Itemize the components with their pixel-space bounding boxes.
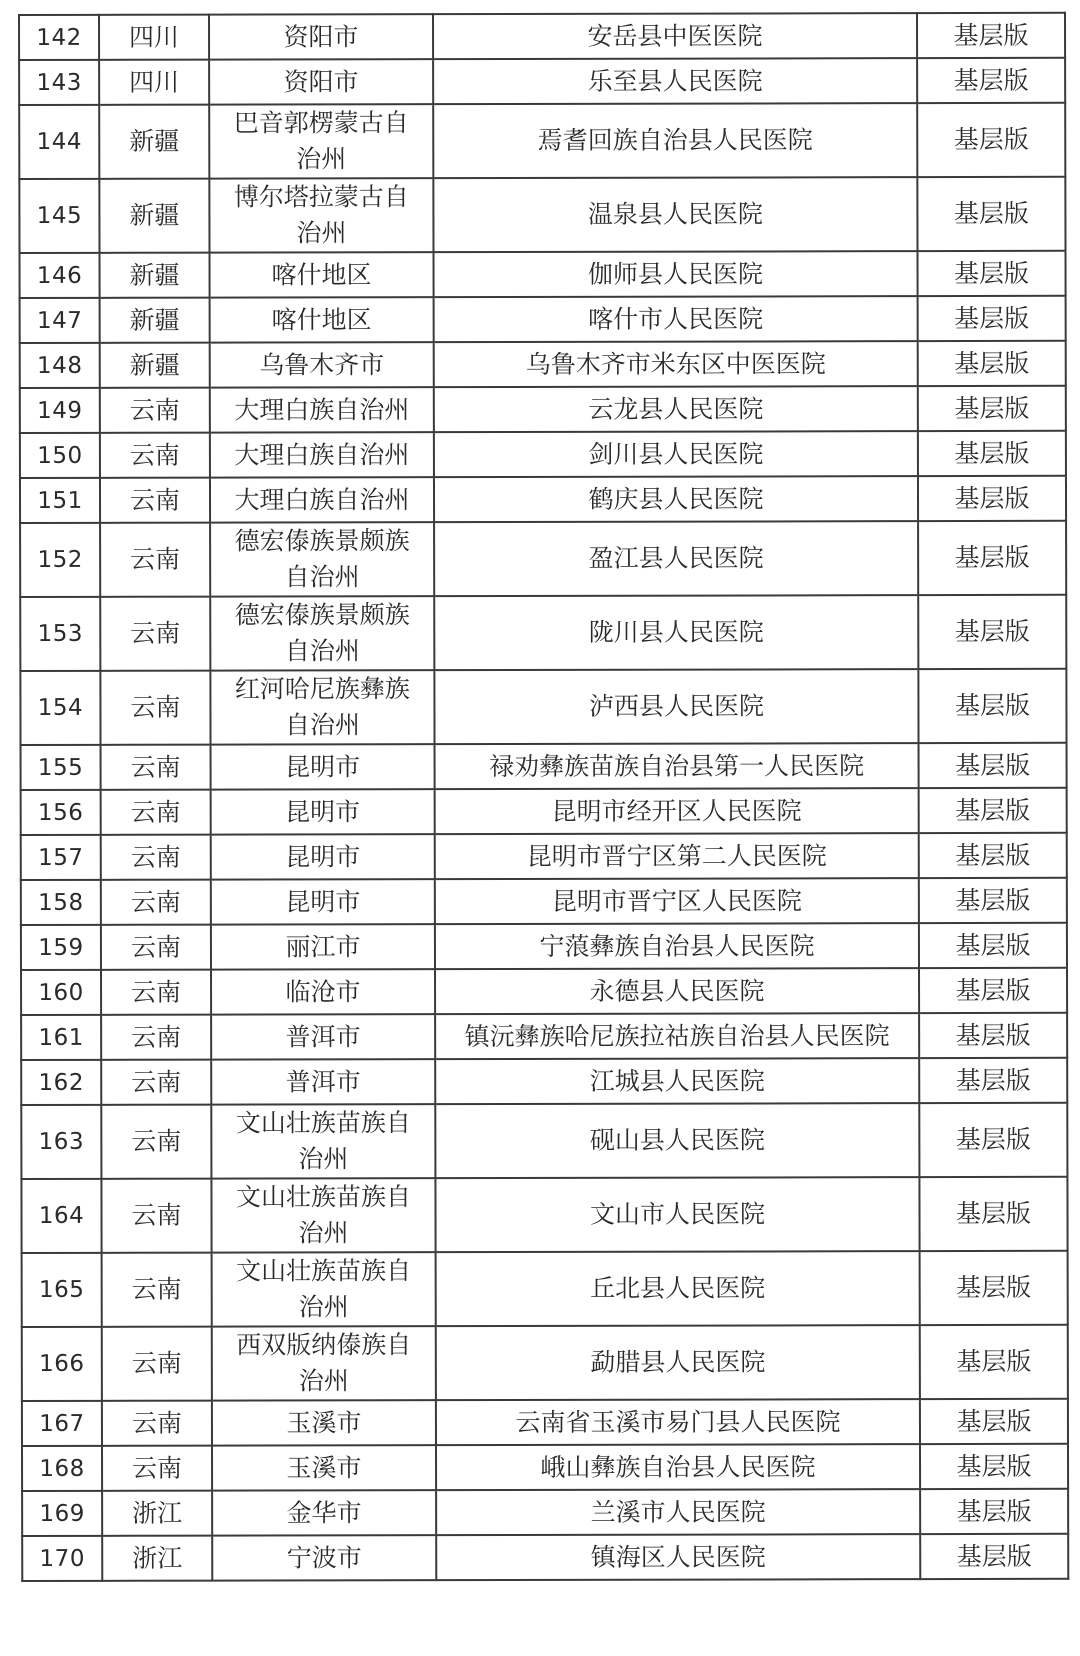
version-cell: 基层版	[918, 521, 1066, 595]
table-row	[20, 296, 1066, 343]
city-cell	[211, 744, 435, 789]
city-line: 大理白族自治州	[234, 394, 410, 425]
version-cell: 基层版	[920, 1444, 1068, 1489]
version-cell: 基层版	[918, 341, 1066, 386]
row-number: 165	[22, 1253, 102, 1327]
table-row	[19, 13, 1065, 60]
city-line: 治州	[296, 218, 347, 248]
table-row	[20, 669, 1066, 745]
row-number: 163	[21, 1105, 101, 1179]
city-line: 临沧市	[285, 976, 361, 1006]
row-number: 160	[21, 970, 101, 1015]
city-line: 玉溪市	[286, 1407, 362, 1437]
city-line: 喀什地区	[271, 259, 372, 289]
version-cell: 基层版	[918, 296, 1066, 341]
version-cell: 基层版	[919, 743, 1067, 788]
province-cell: 云南	[100, 671, 210, 745]
hospital-cell: 盈江县人民医院	[434, 521, 918, 596]
table-row	[19, 177, 1065, 253]
hospital-cell: 云南省玉溪市易门县人民医院	[436, 1399, 920, 1445]
city-line: 德宏傣族景颇族	[234, 600, 410, 630]
hospital-cell: 砚山县人民医院	[435, 1103, 919, 1178]
row-number: 148	[20, 343, 100, 388]
hospital-cell: 永德县人民医院	[435, 968, 919, 1014]
city-line: 昆明市	[285, 886, 361, 916]
version-cell: 基层版	[919, 788, 1067, 833]
version-cell: 基层版	[918, 669, 1066, 743]
hospital-cell: 伽师县人民医院	[433, 251, 917, 297]
city-line: 治州	[296, 144, 347, 174]
city-line: 昆明市	[285, 751, 361, 781]
hospital-cell: 乌鲁木齐市米东区中医医院	[434, 341, 918, 387]
city-line: 治州	[298, 1366, 349, 1396]
city-line: 普洱市	[285, 1021, 361, 1051]
city-cell	[212, 1445, 436, 1490]
version-cell: 基层版	[920, 1534, 1068, 1579]
table-row	[19, 103, 1065, 179]
province-cell: 云南	[101, 1015, 211, 1060]
province-cell: 云南	[102, 1446, 212, 1491]
version-cell: 基层版	[920, 1489, 1068, 1534]
hospital-cell: 安岳县中医医院	[433, 13, 917, 59]
version-cell: 基层版	[920, 1325, 1068, 1399]
row-number: 156	[21, 790, 101, 835]
city-cell	[211, 1014, 435, 1059]
city-line: 治州	[298, 1144, 349, 1174]
version-cell: 基层版	[918, 386, 1066, 431]
version-cell: 基层版	[918, 476, 1066, 521]
city-line: 西双版纳傣族自	[236, 1330, 412, 1360]
city-cell	[209, 59, 433, 104]
province-cell: 云南	[101, 880, 211, 925]
row-number: 152	[20, 523, 100, 597]
hospital-cell: 泸西县人民医院	[434, 669, 918, 744]
province-cell: 云南	[102, 1327, 212, 1401]
row-number: 146	[20, 253, 100, 298]
city-line: 喀什地区	[271, 304, 372, 334]
city-line: 丽江市	[285, 931, 361, 961]
hospital-cell: 昆明市经开区人民医院	[435, 788, 919, 834]
row-number: 142	[19, 15, 99, 60]
province-cell: 浙江	[102, 1491, 212, 1536]
table-row	[22, 1251, 1068, 1327]
city-line: 治州	[298, 1218, 349, 1248]
province-cell: 新疆	[99, 105, 209, 179]
city-cell	[210, 432, 434, 477]
table-row	[21, 968, 1067, 1015]
table-row	[21, 1177, 1067, 1253]
province-cell: 云南	[101, 745, 211, 790]
province-cell: 新疆	[100, 298, 210, 343]
row-number: 169	[22, 1491, 102, 1536]
province-cell: 云南	[100, 388, 210, 433]
table-body	[19, 13, 1068, 1581]
province-cell: 四川	[99, 15, 209, 60]
city-cell	[211, 1104, 435, 1178]
hospital-cell: 陇川县人民医院	[434, 595, 918, 670]
version-cell: 基层版	[919, 1177, 1067, 1251]
hospital-cell: 乐至县人民医院	[433, 58, 917, 104]
city-line: 巴音郭楞蒙古自	[233, 108, 409, 138]
table-row	[21, 1103, 1067, 1179]
row-number: 159	[21, 925, 101, 970]
province-cell: 云南	[101, 1105, 211, 1179]
row-number: 145	[19, 179, 99, 253]
city-cell	[212, 1326, 436, 1400]
city-line: 玉溪市	[286, 1452, 362, 1482]
hospital-cell: 云龙县人民医院	[434, 386, 918, 432]
province-cell: 浙江	[102, 1536, 212, 1581]
version-cell: 基层版	[917, 58, 1065, 103]
city-cell	[211, 879, 435, 924]
hospital-cell: 昆明市晋宁区第二人民医院	[435, 833, 919, 879]
province-cell: 云南	[101, 790, 211, 835]
city-cell	[211, 1178, 435, 1252]
version-cell: 基层版	[919, 1013, 1067, 1058]
province-cell: 云南	[101, 970, 211, 1015]
city-line: 治州	[298, 1292, 349, 1322]
city-line: 德宏傣族景颇族	[234, 526, 410, 556]
version-cell: 基层版	[920, 1251, 1068, 1325]
table-row	[20, 476, 1066, 523]
table-row	[20, 341, 1066, 388]
hospital-cell: 焉耆回族自治县人民医院	[433, 103, 917, 178]
city-cell	[211, 1059, 435, 1104]
city-cell	[209, 104, 433, 178]
table-row	[22, 1534, 1068, 1581]
table-row	[21, 1058, 1067, 1105]
table-row	[21, 878, 1067, 925]
city-line: 文山壮族苗族自	[235, 1182, 412, 1212]
province-cell: 云南	[101, 1060, 211, 1105]
version-cell: 基层版	[918, 595, 1066, 669]
city-line: 普洱市	[285, 1066, 361, 1096]
city-cell	[210, 477, 434, 522]
hospital-cell: 峨山彝族自治县人民医院	[436, 1444, 920, 1490]
city-cell	[212, 1400, 436, 1445]
city-cell	[212, 1535, 436, 1580]
province-cell: 云南	[101, 835, 211, 880]
province-cell: 云南	[101, 925, 211, 970]
city-cell	[210, 596, 434, 670]
city-cell	[210, 297, 434, 342]
hospital-cell: 温泉县人民医院	[433, 177, 917, 252]
table-row	[22, 1399, 1068, 1446]
version-cell: 基层版	[920, 1399, 1068, 1444]
province-cell: 云南	[100, 523, 210, 597]
row-number: 161	[21, 1015, 101, 1060]
version-cell: 基层版	[919, 923, 1067, 968]
version-cell: 基层版	[919, 968, 1067, 1013]
city-cell	[210, 342, 434, 387]
city-cell	[211, 789, 435, 834]
table-row	[21, 923, 1067, 970]
row-number: 144	[19, 105, 99, 179]
hospital-cell: 昆明市晋宁区人民医院	[435, 878, 919, 924]
document-page	[18, 12, 1067, 1582]
version-cell: 基层版	[919, 833, 1067, 878]
province-cell: 云南	[102, 1253, 212, 1327]
province-cell: 云南	[100, 433, 210, 478]
city-cell	[211, 969, 435, 1014]
city-cell	[210, 252, 434, 297]
version-cell: 基层版	[917, 103, 1065, 177]
version-cell: 基层版	[917, 13, 1065, 58]
city-line: 红河哈尼族彝族	[234, 674, 410, 704]
table-row	[21, 1013, 1067, 1060]
hospital-cell: 文山市人民医院	[435, 1177, 919, 1252]
province-cell: 新疆	[100, 343, 210, 388]
version-cell: 基层版	[918, 431, 1066, 476]
row-number: 151	[20, 478, 100, 523]
table-row	[22, 1325, 1068, 1401]
table-row	[22, 1444, 1068, 1491]
row-number: 167	[22, 1401, 102, 1446]
city-cell	[210, 387, 434, 432]
city-cell	[210, 522, 434, 596]
hospital-cell: 勐腊县人民医院	[436, 1325, 920, 1400]
table-row	[20, 386, 1066, 433]
province-cell: 四川	[99, 60, 209, 105]
version-cell: 基层版	[917, 251, 1065, 296]
hospital-cell: 喀什市人民医院	[434, 296, 918, 342]
hospital-cell: 鹤庆县人民医院	[434, 476, 918, 522]
table-row	[20, 595, 1066, 671]
city-line: 乌鲁木齐市	[259, 349, 385, 379]
row-number: 155	[21, 745, 101, 790]
city-line: 博尔塔拉蒙古自	[233, 182, 409, 212]
province-cell: 新疆	[99, 179, 209, 253]
row-number: 149	[20, 388, 100, 433]
city-cell	[209, 14, 433, 59]
province-cell: 新疆	[100, 253, 210, 298]
table-row	[20, 251, 1066, 298]
hospital-cell: 镇沅彝族哈尼族拉祜族自治县人民医院	[435, 1013, 919, 1059]
province-cell: 云南	[100, 597, 210, 671]
city-line: 昆明市	[285, 796, 361, 826]
city-cell	[212, 1490, 436, 1535]
row-number: 147	[20, 298, 100, 343]
row-number: 154	[20, 671, 100, 745]
province-cell: 云南	[100, 478, 210, 523]
hospital-list-table	[18, 12, 1069, 1582]
table-row	[21, 788, 1067, 835]
city-line: 大理白族自治州	[234, 484, 410, 515]
row-number: 162	[21, 1060, 101, 1105]
province-cell: 云南	[101, 1179, 211, 1253]
city-line: 资阳市	[283, 66, 359, 96]
table-row	[21, 833, 1067, 880]
table-row	[19, 58, 1065, 105]
table-row	[22, 1489, 1068, 1536]
city-line: 宁波市	[286, 1542, 362, 1572]
city-line: 自治州	[284, 710, 361, 740]
city-cell	[211, 834, 435, 879]
hospital-cell: 禄劝彝族苗族自治县第一人民医院	[435, 743, 919, 789]
row-number: 158	[21, 880, 101, 925]
city-line: 大理白族自治州	[234, 439, 410, 470]
city-line: 自治州	[284, 562, 360, 592]
city-line: 金华市	[286, 1497, 362, 1527]
version-cell: 基层版	[919, 1058, 1067, 1103]
table-row	[20, 431, 1066, 478]
city-cell	[209, 178, 433, 252]
province-cell: 云南	[102, 1401, 212, 1446]
city-line: 文山壮族苗族自	[235, 1108, 411, 1138]
version-cell: 基层版	[919, 1103, 1067, 1177]
row-number: 143	[19, 60, 99, 105]
hospital-cell: 江城县人民医院	[435, 1058, 919, 1104]
table-row	[21, 743, 1067, 790]
city-cell	[210, 670, 434, 744]
row-number: 164	[21, 1179, 101, 1253]
city-cell	[212, 1252, 436, 1326]
hospital-cell: 镇海区人民医院	[436, 1534, 920, 1580]
row-number: 157	[21, 835, 101, 880]
version-cell: 基层版	[919, 878, 1067, 923]
row-number: 166	[22, 1327, 102, 1401]
city-cell	[211, 924, 435, 969]
city-line: 资阳市	[283, 21, 359, 51]
city-line: 昆明市	[285, 841, 361, 871]
row-number: 153	[20, 597, 100, 671]
hospital-cell: 宁蒗彝族自治县人民医院	[435, 923, 919, 969]
row-number: 150	[20, 433, 100, 478]
city-line: 自治州	[284, 636, 360, 666]
row-number: 170	[22, 1536, 102, 1581]
hospital-cell: 丘北县人民医院	[436, 1251, 920, 1326]
hospital-cell: 兰溪市人民医院	[436, 1489, 920, 1535]
version-cell: 基层版	[917, 177, 1065, 251]
hospital-cell: 剑川县人民医院	[434, 431, 918, 477]
row-number: 168	[22, 1446, 102, 1491]
table-row	[20, 521, 1066, 597]
city-line: 文山壮族苗族自	[236, 1256, 412, 1286]
